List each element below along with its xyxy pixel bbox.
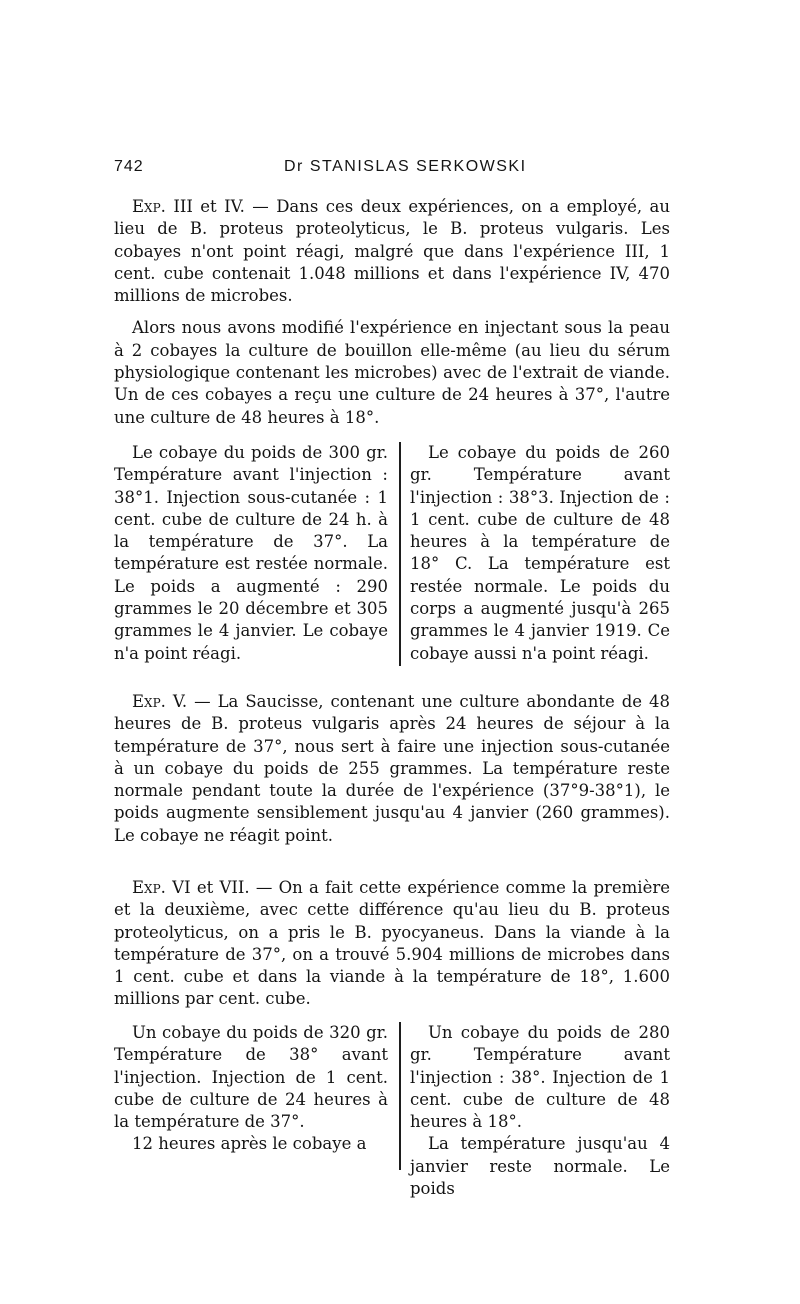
exp-text: VI et VII. — On a fait cette expérience comme la première et la deuxième, avec cette différence qu'au lieu du B. proteus proteolyticus, on a pris le B. pyocyaneus. Dans la viande à la température de 37°, on a trouvé 5.904 millions de microbes dans 1 cent. cube et dans la viande à la température de 18°, 1.600 millions par cent. cube.	[114, 878, 670, 1009]
page-header	[114, 158, 670, 184]
column-right-2	[410, 1022, 670, 1200]
exp-text: III et IV. — Dans ces deux expériences, on a employé, au lieu de B. proteus proteolyticus, le B. proteus vulgaris. Les cobayes n'ont point réagi, malgré que dans l'expérience III, 1 cent. cube contenait 1.048 millions et dans l'expérience IV, 470 millions de microbes.	[114, 197, 670, 306]
cobaye-320-paragraph: Un cobaye du poids de 320 gr. Température de 38° avant l'injection. Injection de 1 cent. cube de culture de 24 heures à la température de 37°.	[114, 1023, 388, 1132]
exp-text: V. — La Saucisse, contenant une culture abondante de 48 heures de B. proteus vulgaris après 24 heures de séjour à la température de 37°, nous sert à faire une injection sous-cutanée à un cobaye du poids de 255 grammes. La température reste normale pendant toute la durée de l'expérience (37°9-38°1), le poids augmente sensiblement jusqu'au 4 janvier (260 grammes). Le cobaye ne réagit point.	[114, 692, 670, 845]
column-right-1	[410, 442, 670, 665]
cobaye-280-paragraph: Un cobaye du poids de 280 gr. Température avant l'injection : 38°. Injection de 1 cent. cube de culture de 48 heures à 18°.	[410, 1023, 670, 1132]
modified-experiment-paragraph: Alors nous avons modifié l'expérience en injectant sous la peau à 2 cobayes la culture de bouillon elle-même (au lieu du sérum physiologique contenant les microbes) avec de l'extrait de viande. Un de ces cobayes a reçu une culture de 24 heures à 37°, l'autre une culture de 48 heures à 18°.	[114, 318, 670, 427]
page-number: 742	[114, 158, 144, 175]
exp-label: Exp.	[132, 878, 166, 897]
experiment-6-7-block	[114, 877, 670, 1011]
cobaye-300-paragraph: Le cobaye du poids de 300 gr. Température avant l'injection : 38°1. Injection sous-cutanée : 1 cent. cube de culture de 24 h. à la température de 37°. La température est restée normale. Le poids a augmenté : 290 grammes le 20 décembre et 305 grammes le 4 janvier. Le cobaye n'a point réagi.	[114, 443, 388, 663]
experiment-6-7-paragraph	[114, 877, 670, 1011]
experiment-5-paragraph	[114, 691, 670, 847]
cobaye-320-continuation: 12 heures après le cobaye a	[132, 1134, 367, 1154]
cobaye-260-paragraph: Le cobaye du poids de 260 gr. Température avant l'injection : 38°3. Injection de : 1 cent. cube de culture de 48 heures à la température de 18° C. La température est restée normale. Le poids du corps a augmenté jusqu'à 265 grammes le 4 janvier 1919. Ce cobaye aussi n'a point réagi.	[410, 443, 670, 663]
experiment-5-block	[114, 691, 670, 847]
column-left-2	[114, 1022, 388, 1156]
exp-label: Exp.	[132, 197, 166, 216]
experiment-3-4-block	[114, 196, 670, 429]
running-head: Dr STANISLAS SERKOWSKI	[284, 158, 527, 175]
column-divider	[399, 442, 401, 666]
cobaye-280-continuation: La température jusqu'au 4 janvier reste normale. Le poids	[410, 1134, 670, 1199]
exp-label: Exp.	[132, 692, 166, 711]
experiment-3-4-paragraph	[114, 196, 670, 307]
column-divider	[399, 1022, 401, 1170]
column-left-1	[114, 442, 388, 665]
